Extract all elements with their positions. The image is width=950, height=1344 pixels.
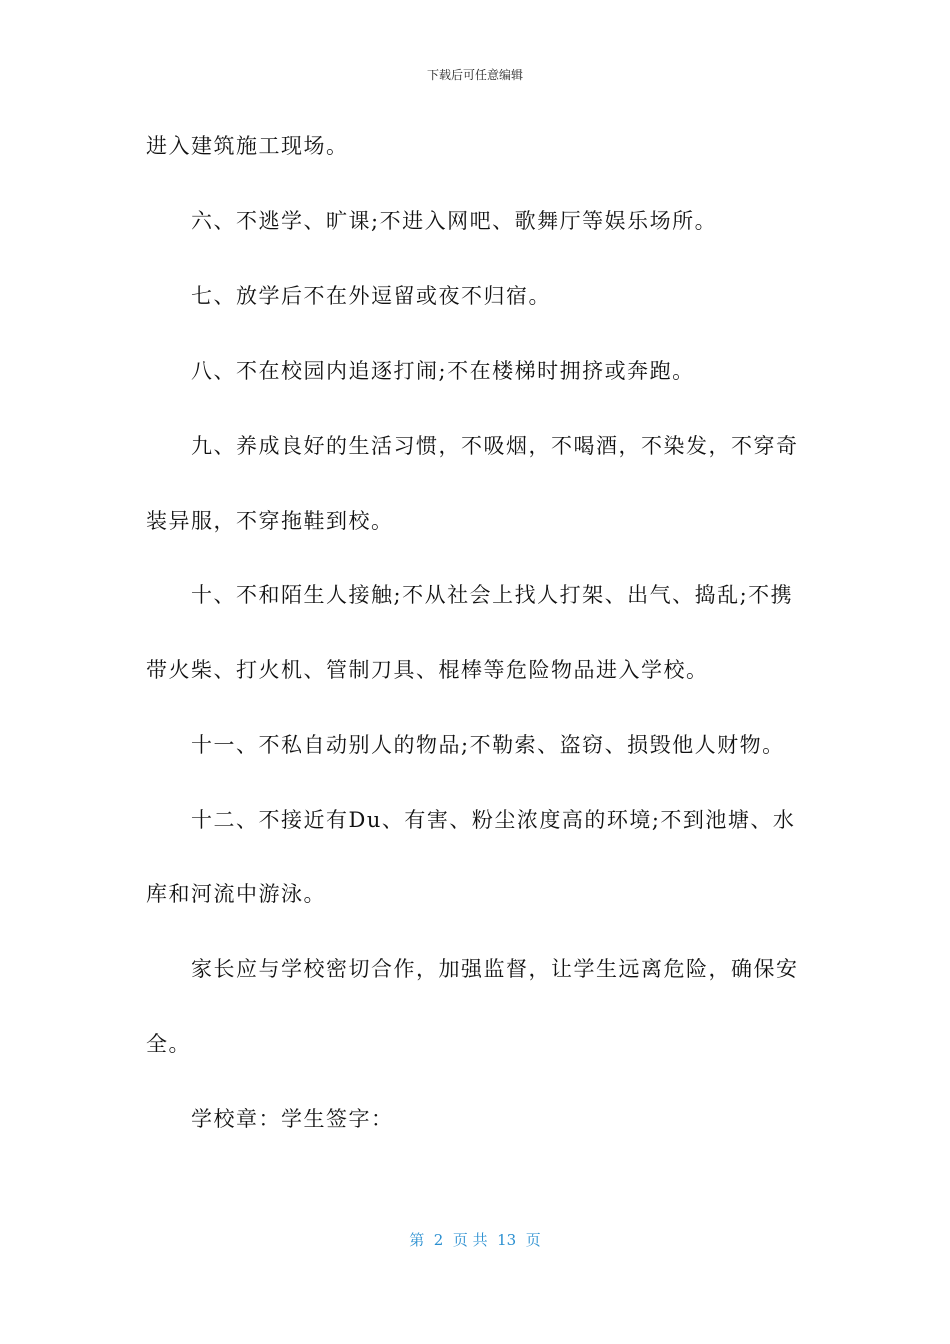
body-line: 带火柴、打火机、管制刀具、棍棒等危险物品进入学校。 xyxy=(146,658,709,682)
body-line: 八、不在校园内追逐打闹;不在楼梯时拥挤或奔跑。 xyxy=(191,359,695,383)
body-line: 装异服，不穿拖鞋到校。 xyxy=(146,509,394,533)
body-line: 七、放学后不在外逗留或夜不归宿。 xyxy=(191,284,551,308)
body-line: 进入建筑施工现场。 xyxy=(146,134,349,158)
body-line: 库和河流中游泳。 xyxy=(146,882,326,906)
signature-line: 学校章：学生签字： xyxy=(191,1107,394,1131)
body-line: 十二、不接近有Du、有害、粉尘浓度高的环境;不到池塘、水 xyxy=(191,808,796,832)
body-line: 家长应与学校密切合作，加强监督，让学生远离危险，确保安 xyxy=(191,957,799,981)
page-number-footer: 第 2 页 共 13 页 xyxy=(409,1231,541,1249)
body-line: 全。 xyxy=(146,1032,191,1056)
body-line: 十、不和陌生人接触;不从社会上找人打架、出气、捣乱;不携 xyxy=(191,583,794,607)
body-line: 六、不逃学、旷课;不进入网吧、歌舞厅等娱乐场所。 xyxy=(191,209,718,233)
body-line: 九、养成良好的生活习惯，不吸烟，不喝酒，不染发，不穿奇 xyxy=(191,434,799,458)
page-header: 下载后可任意编辑 xyxy=(426,68,523,82)
body-line: 十一、不私自动别人的物品;不勒索、盗窃、损毁他人财物。 xyxy=(191,733,785,757)
